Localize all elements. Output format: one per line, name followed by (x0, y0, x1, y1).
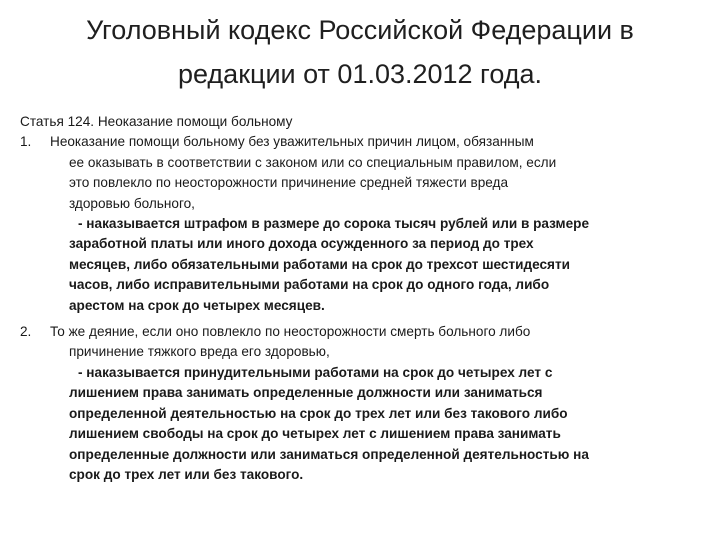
item-1-text-line: здоровью больного, (69, 195, 195, 211)
item-1-penalty-line: месяцев, либо обязательными работами на срок до трехсот шестидесяти (69, 256, 570, 272)
item-2-penalty-line: срок до трех лет или без такового. (69, 466, 304, 482)
article-content (20, 112, 692, 485)
item-2-penalty-line: определенной деятельностью на срок до трех лет или без такового либо (69, 405, 568, 421)
item-2-penalty-line: лишением права занимать определенные должности или заниматься (69, 385, 543, 401)
item-1-penalty-line: - наказывается штрафом в размере до сорока тысяч рублей или в размере (78, 216, 590, 232)
item-2-first-line (20, 322, 692, 342)
item-1-penalty-line: часов, либо исправительными работами на срок до одного года, либо (69, 277, 550, 293)
item-1-penalty-line: заработной платы или иного дохода осужденного за период до трех (69, 236, 534, 252)
item-2-text-line: причинение тяжкого вреда его здоровью, (69, 344, 330, 360)
item-2-penalty-line: лишением свободы на срок до четырех лет с лишением права занимать (69, 426, 561, 442)
item-2-text-line: То же деяние, если оно повлекло по неосторожности смерть больного либо (50, 324, 531, 340)
item-2-penalty-line: - наказывается принудительными работами на срок до четырех лет с (78, 364, 553, 380)
item-1-first-line (20, 132, 692, 152)
article-heading: Статья 124. Неоказание помощи больному (20, 114, 293, 129)
item-1-text-line: ее оказывать в соответствии с законом или со специальным правилом, если (69, 154, 557, 170)
list-item-2 (20, 322, 692, 485)
item-1-penalty-line: арестом на срок до четырех месяцев. (69, 297, 325, 313)
title-line-2: редакции от 01.03.2012 года. (177, 59, 543, 89)
list-item-1 (20, 132, 692, 316)
title-line-1: Уголовный кодекс Российской Федерации в (86, 15, 634, 45)
item-1-number: 1. (20, 134, 32, 150)
item-2-penalty-line: определенные должности или заниматься определенной деятельностью на (69, 446, 589, 462)
item-2-number: 2. (20, 324, 32, 340)
item-1-text-line: это повлекло по неосторожности причинение средней тяжести вреда (69, 175, 509, 191)
slide-title (20, 8, 700, 96)
item-1-text-line: Неоказание помощи больному без уважительных причин лицом, обязанным (50, 134, 534, 150)
